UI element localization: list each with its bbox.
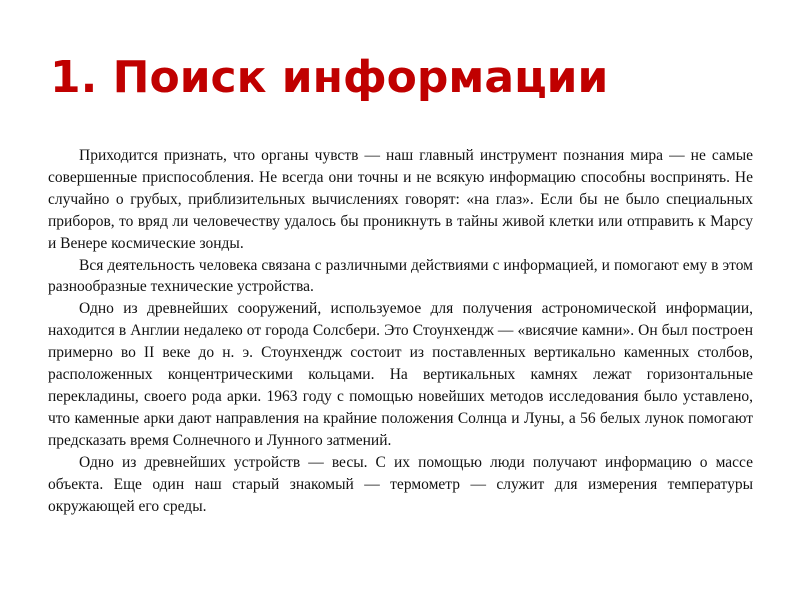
slide-body xyxy=(48,145,753,517)
body-paragraph-3: Одно из древнейших сооружений, используемое для получения астрономической информации, находится в Англии недалеко от города Солсбери. Это Стоунхендж — «висячие камни». Он был построен примерно во II веке до н. э. Стоунхендж состоит из поставленных вертикально каменных столбов, расположенных концентрическими кольцами. На вертикальных камнях лежат горизонтальные перекладины, своего рода арки. 1963 году с помощью новейших методов исследования было уставлено, что каменные арки дают направления на крайние положения Солнца и Луны, а 56 белых лунок помогают предсказать время Солнечного и Лунного затмений. xyxy=(48,300,753,449)
body-paragraph-2: Вся деятельность человека связана с различными действиями с информацией, и помогают ему в этом разнообразные технические устройства. xyxy=(48,256,753,296)
body-paragraph-4: Одно из древнейших устройств — весы. С их помощью люди получают информацию о массе объекта. Еще один наш старый знакомый — термометр — служит для измерения температуры окружающей его среды. xyxy=(48,453,753,515)
body-paragraph-1: Приходится признать, что органы чувств — наш главный инструмент познания мира — не самые совершенные приспособления. Не всегда они точны и не всякую информацию способны воспринять. Не случайно о грубых, приблизительных вычислениях говорят: «на глаз». Если бы не было специальных приборов, то вряд ли человечеству удалось бы проникнуть в тайны живой клетки или отправить к Марсу и Венере космические зонды. xyxy=(48,147,753,252)
slide-title: 1. Поиск информации xyxy=(50,52,609,103)
